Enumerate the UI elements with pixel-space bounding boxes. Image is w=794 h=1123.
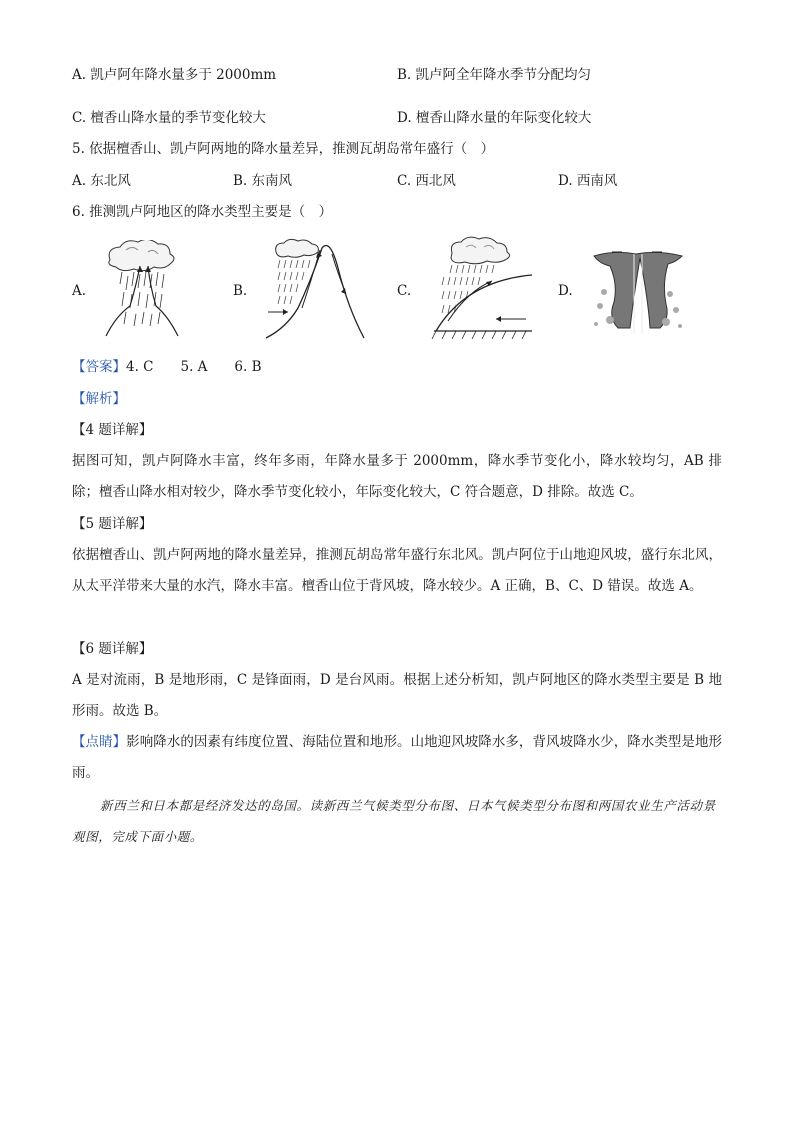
frontal-rain-figure [430,235,536,341]
analysis-tag: 【解析】 [72,391,126,407]
tip-paragraph [72,727,722,789]
tip-tag: 【点睛】 [72,734,127,750]
q4-option-d: D. 檀香山降水量的年际变化较大 [397,110,592,126]
q5-option-d: D. 西南风 [558,173,618,189]
q5-option-a: A. 东北风 [72,173,131,189]
q6-label-c: C. [397,283,412,299]
answer-line [72,358,262,376]
q5-stem: 5. 依据檀香山、凯卢阿两地的降水量差异，推测瓦胡岛常年盛行（ ） [72,141,495,157]
q4-option-a: A. 凯卢阿年降水量多于 2000mm [72,67,277,83]
convection-rain-figure [96,240,188,340]
answer-text: 4. C 5. A 6. B [126,359,262,375]
q4-option-c: C. 檀香山降水量的季节变化较大 [72,110,266,126]
q4-option-b: B. 凯卢阿全年降水季节分配均匀 [397,67,592,83]
detail-5-body: 依据檀香山、凯卢阿两地的降水量差异，推测瓦胡岛常年盛行东北风。凯卢阿位于山地迎风坡，盛行东北风，从太平洋带来大量的水汽，降水丰富。檀香山位于背风坡，降水较少。A 正确，B、C、D 错误。故选 A。 [72,547,722,594]
q6-label-b: B. [233,283,248,299]
answer-tag: 【答案】 [72,359,126,375]
detail-6-tag: 【6 题详解】 [72,641,153,657]
detail-4-tag: 【4 题详解】 [72,422,153,438]
q5-option-c: C. 西北风 [397,173,456,189]
typhoon-rain-figure [590,246,686,334]
q6-label-a: A. [72,283,87,299]
detail-4-body: 据图可知，凯卢阿降水丰富，终年多雨，年降水量多于 2000mm，降水季节变化小，降水较均匀，AB 排除；檀香山降水相对较少，降水季节变化较小，年际变化较大，C 符合题意，D 排除。故选 C。 [72,453,722,500]
next-question-intro: 新西兰和日本都是经济发达的岛国。读新西兰气候类型分布图、日本气候类型分布图和两国农业生产活动景观图，完成下面小题。 [72,798,716,844]
q6-stem: 6. 推测凯卢阿地区的降水类型主要是（ ） [72,204,333,220]
orographic-rain-figure [262,238,366,342]
detail-5-tag: 【5 题详解】 [72,516,153,532]
q6-label-d: D. [558,283,573,299]
tip-body: 影响降水的因素有纬度位置、海陆位置和地形。山地迎风坡降水多，背风坡降水少，降水类型是地形雨。 [72,734,723,781]
detail-6-body: A 是对流雨，B 是地形雨，C 是锋面雨，D 是台风雨。根据上述分析知，凯卢阿地区的降水类型主要是 B 地形雨。故选 B。 [72,672,722,719]
q5-option-b: B. 东南风 [233,173,293,189]
